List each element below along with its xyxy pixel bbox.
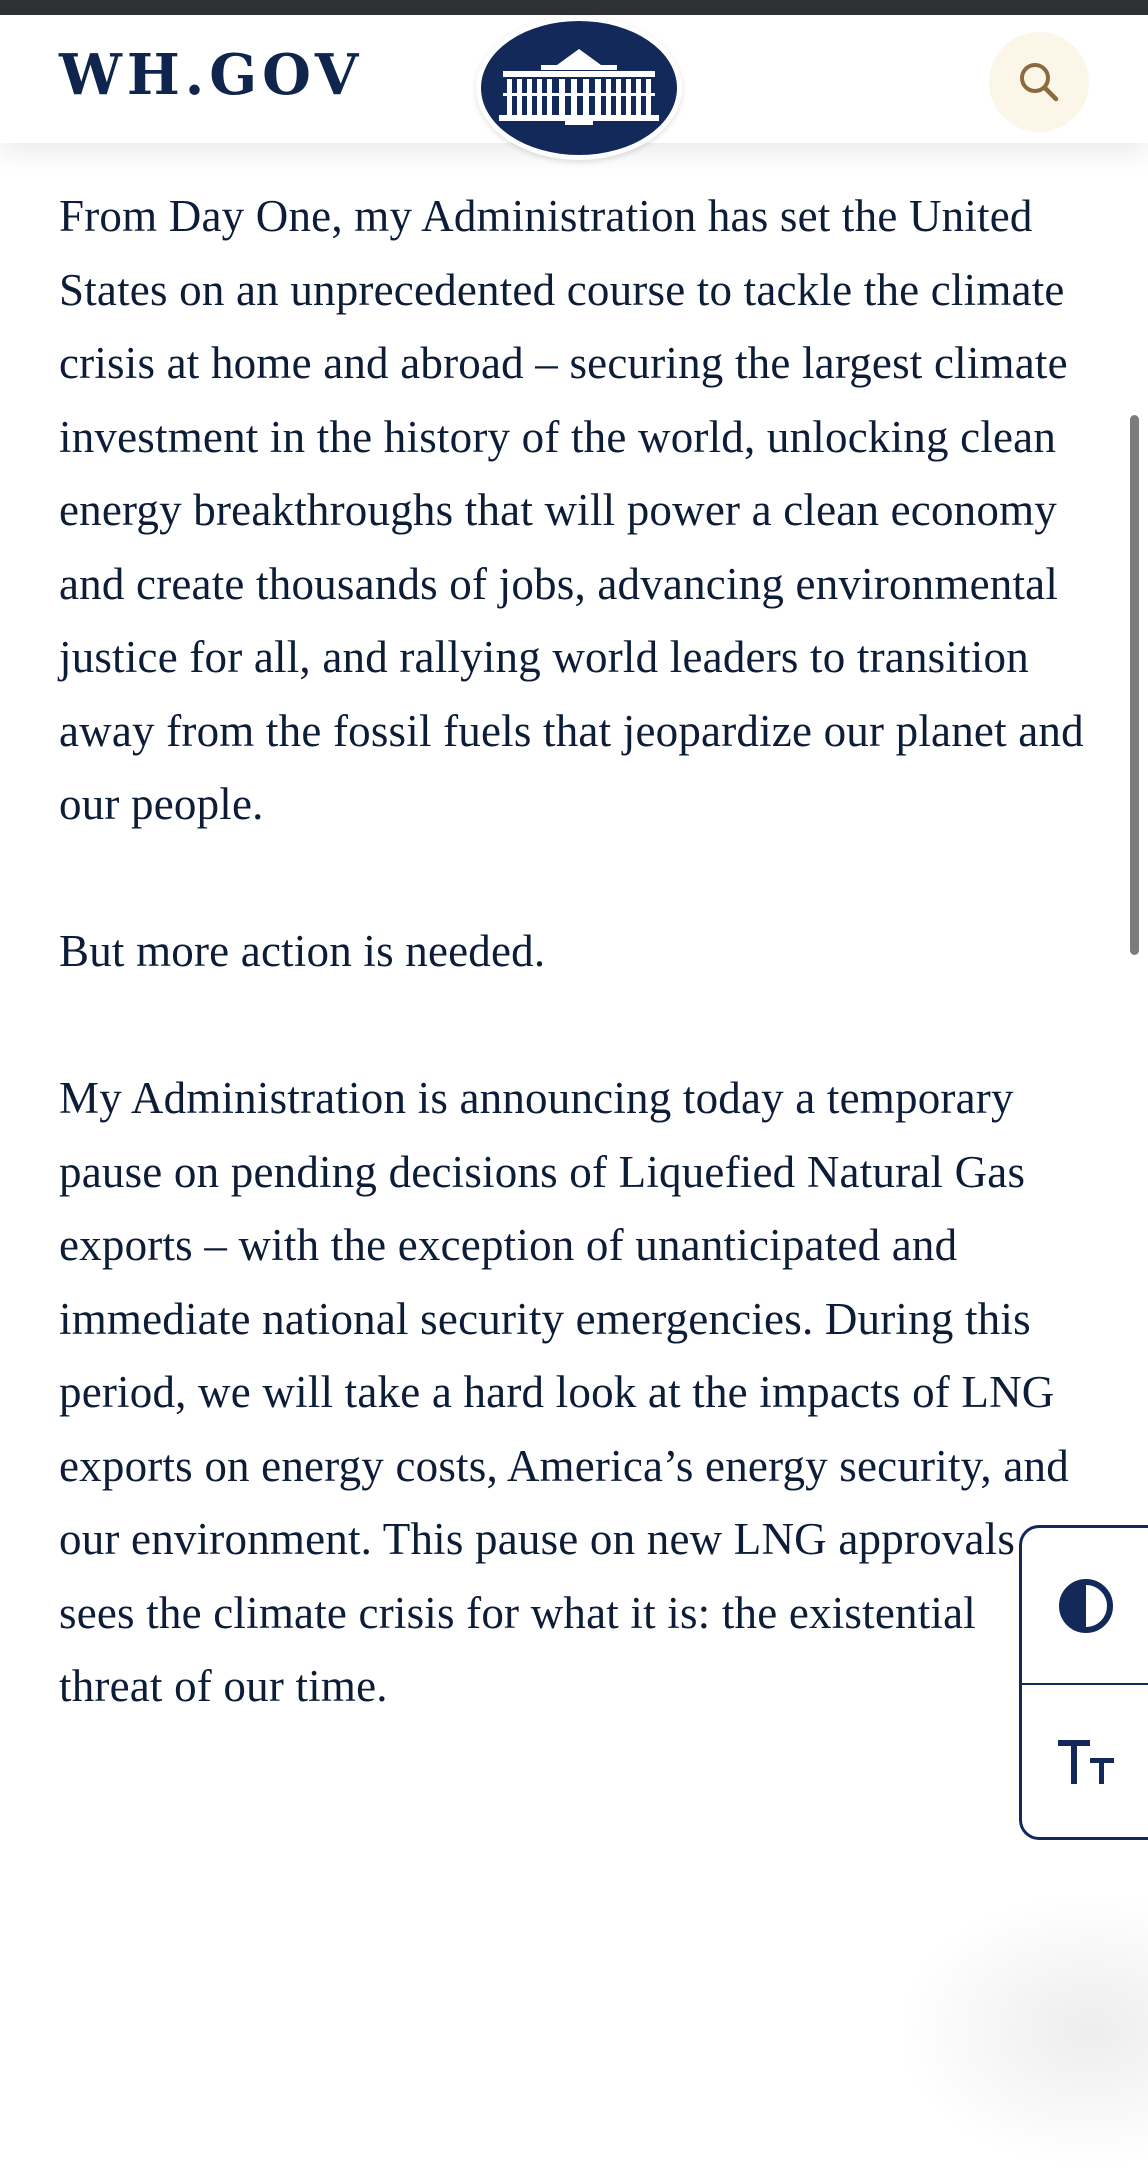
search-button[interactable]: [989, 32, 1089, 132]
panel-divider: [1022, 1683, 1148, 1685]
white-house-seal-icon: [481, 21, 677, 155]
white-house-seal[interactable]: [476, 16, 682, 160]
article-paragraph-3: My Administration is announcing today a temporary pause on pending decisions of Liquefied Natural Gas exports – with the exception of unanticipated and immediate national security emergencies. During this period, we will take a hard look at the impacts of LNG exports on energy costs, America’s energy security, and our environment. This pause on new LNG approvals sees the climate crisis for what it is: the existential threat of our time.: [59, 1073, 1069, 1711]
contrast-icon: [1058, 1578, 1114, 1634]
text-size-icon: [1056, 1738, 1118, 1788]
corner-shadow: [880, 1880, 1148, 2180]
status-strip: [0, 0, 1148, 15]
article-paragraph-1: From Day One, my Administration has set the United States on an unprecedented course to tackle the climate crisis at home and abroad – securing the largest climate investment in the history of the world, unlocking clean energy breakthroughs that will power a clean economy and create thousands of jobs, advancing environmental justice for all, and rallying world leaders to transition away from the fossil fuels that jeopardize our planet and our people.: [59, 191, 1084, 829]
contrast-toggle-button[interactable]: [1022, 1528, 1148, 1683]
site-logo[interactable]: WH.GOV: [59, 42, 364, 108]
article-body: [59, 180, 1089, 1724]
scrollbar-thumb[interactable]: [1130, 415, 1139, 955]
accessibility-panel: [1019, 1525, 1148, 1840]
article-paragraph-2: But more action is needed.: [59, 926, 546, 976]
search-icon: [1017, 60, 1061, 104]
text-size-button[interactable]: [1022, 1686, 1148, 1841]
